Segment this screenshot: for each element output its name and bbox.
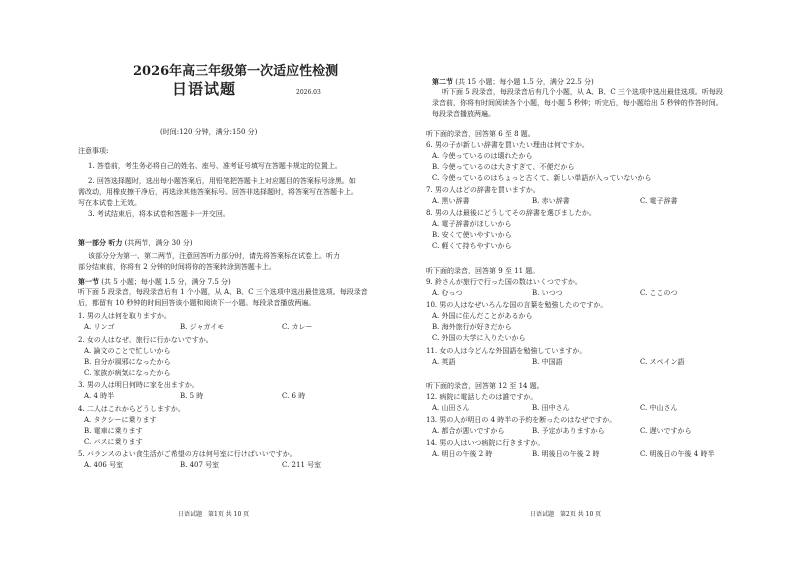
q3-option-a: A. 4 時半 <box>84 392 115 400</box>
q9-option-a: A. むっつ <box>432 289 463 297</box>
q10-option-b: B. 海外旅行が好きだから <box>432 323 512 331</box>
section2-intro: 听下面 5 段录音，每段录音后有几个小题，从 A、B、C 三个选项中选出最佳选项。听每段 <box>442 88 723 96</box>
group-heading: 听下面的录音，回答第 6 至 8 题。 <box>426 130 535 138</box>
q7-option-b: B. 赤い辞書 <box>532 197 570 205</box>
time-score: (时间:120 分钟，满分:150 分) <box>160 128 258 136</box>
page-footer: 日语试题 第2页 共 10 页 <box>530 511 602 518</box>
section2-intro: 录音前，你将有时间阅读各个小题，每小题 5 秒钟；听完后，每小题给出 5 秒钟的作答时间。 <box>432 99 723 107</box>
question-14: 14. 男の人はいつ病院に行きますか。 <box>426 439 545 447</box>
notice-title: 注意事项: <box>78 147 109 155</box>
section1-intro: 后，都留有 10 秒钟的时间回答该小题和阅读下一小题。每段录音播放两遍。 <box>78 299 316 307</box>
section1-intro: 听下面 5 段录音，每段录音后有 1 个小题，从 A、B、C 三个选项中选出最佳选项。每段录音 <box>78 288 368 296</box>
q9-option-b: B. いつつ <box>532 289 563 297</box>
q4-option-a: A. タクシーに乗ります <box>84 416 157 424</box>
q6-option-c: C. 今使っているのはちょっと古くて、新しい単語が入っていないから <box>432 174 652 182</box>
question-10: 10. 男の人はなぜいろんな国の言葉を勉強したのですか。 <box>426 301 608 309</box>
part1-meta: (共两节，满分 30 分) <box>124 239 193 247</box>
part1-title: 第一部分 听力 <box>78 238 123 247</box>
q12-option-b: B. 田中さん <box>532 404 570 412</box>
question-5: 5. バランスのよい食生活がご希望の方は何号室に行けばいいですか。 <box>78 450 297 458</box>
question-9: 9. 鈴さんが旅行で行った国の数はいくつですか。 <box>426 278 582 286</box>
q11-option-c: C. スペイン語 <box>640 358 685 366</box>
q1-option-c: C. カレー <box>282 323 313 331</box>
exam-subtitle: 日语试题 <box>172 80 237 98</box>
q5-option-b: B. 407 号室 <box>180 461 220 469</box>
question-7: 7. 男の人はどの辞書を買いますか。 <box>426 186 540 194</box>
q2-option-b: B. 自分が風邪になったから <box>84 358 171 366</box>
q8-option-a: A. 電子辞書がほしいから <box>432 220 512 228</box>
group-heading: 听下面的录音，回答第 9 至 11 题。 <box>426 267 540 275</box>
q5-option-c: C. 211 号室 <box>282 461 322 469</box>
section2-intro: 每段录音播放两遍。 <box>432 110 495 118</box>
q6-option-a: A. 今使っているのは壊れたから <box>432 152 533 160</box>
question-3: 3. 男の人は明日何時に家を出ますか。 <box>78 381 199 389</box>
question-1: 1. 男の人は何を取りますか。 <box>78 312 171 320</box>
q4-option-c: C. バスに乗ります <box>84 438 143 446</box>
section1-title: 第一节 <box>78 277 99 286</box>
part1-intro: 该部分分为第一、第二两节，注意回答听力部分时，请先将答案标在试卷上。听力 <box>88 252 340 260</box>
q5-option-a: A. 406 号室 <box>84 461 124 469</box>
question-6: 6. 男の子が新しい辞書を買いたい理由は何ですか。 <box>426 141 589 149</box>
question-12: 12. 病院に電話したのは誰ですか。 <box>426 393 538 401</box>
exam-title: 2026年高三年级第一次适应性检测 <box>133 64 339 79</box>
q8-option-c: C. 軽くて持ちやすいから <box>432 242 512 250</box>
q7-option-a: A. 黒い辞書 <box>432 197 470 205</box>
q1-option-b: B. ジャガイモ <box>180 323 225 331</box>
section1-heading <box>78 277 231 287</box>
page-footer: 日语试题 第1页 共 10 页 <box>178 511 250 518</box>
section1-meta: (共 5 小题；每小题 1.5 分，满分 7.5 分) <box>101 278 231 286</box>
q8-option-b: B. 安くて使いやすいから <box>432 231 512 239</box>
q2-option-a: A. 論文のことで忙しいから <box>84 347 171 355</box>
q3-option-b: B. 5 時 <box>180 392 204 400</box>
q13-option-b: B. 予定がありますから <box>532 427 605 435</box>
part1-intro: 部分结束前，你将有 2 分钟的时间将你的答案转涂到答题卡上。 <box>78 263 276 271</box>
q12-option-a: A. 山田さん <box>432 404 470 412</box>
notice-line: 1. 答卷前，考生务必将自己的姓名、座号、准考证号填写在答题卡规定的位置上。 <box>88 162 342 170</box>
q7-option-c: C. 電子辞書 <box>640 197 678 205</box>
exam-date: 2026.03 <box>296 89 321 96</box>
question-11: 11. 女の人は今どんな外国語を勉強していますか。 <box>426 347 587 355</box>
notice-line: 写在本试卷上无效。 <box>78 199 141 207</box>
question-8: 8. 男の人は最後にどうしてその辞書を選びましたか。 <box>426 209 596 217</box>
q11-option-a: A. 英語 <box>432 358 456 366</box>
q13-option-a: A. 都合が悪いですから <box>432 427 505 435</box>
q2-option-c: C. 家族が病気になったから <box>84 369 171 377</box>
q12-option-c: C. 中山さん <box>640 404 678 412</box>
question-4: 4. 二人はこれからどうしますか。 <box>78 405 185 413</box>
q13-option-c: C. 遅いですから <box>640 427 692 435</box>
notice-line: 3. 考试结束后，将本试卷和答题卡一并交回。 <box>88 210 230 218</box>
section2-meta: (共 15 小题；每小题 1.5 分，满分 22.5 分) <box>455 78 594 86</box>
q14-option-a: A. 明日の午後 2 時 <box>432 450 493 458</box>
part1-heading <box>78 238 193 248</box>
q4-option-b: B. 電車に乗ります <box>84 427 143 435</box>
q10-option-c: C. 外国の大学に入りたいから <box>432 334 526 342</box>
section2-heading <box>432 77 594 87</box>
notice-line: 2. 回答选择题时，选出每小题答案后，用铅笔把答题卡上对应题目的答案标号涂黑。如 <box>88 177 356 185</box>
question-13: 13. 男の人が明日の 4 時半の予約を断ったのはなぜですか。 <box>426 416 617 424</box>
q11-option-b: B. 中国語 <box>532 358 563 366</box>
question-2: 2. 女の人はなぜ、旅行に行かないですか。 <box>78 336 213 344</box>
q10-option-a: A. 外国に住んだことがあるから <box>432 312 533 320</box>
q14-option-b: B. 明後日の午後 2 時 <box>532 450 600 458</box>
section2-title: 第二节 <box>432 77 453 86</box>
group-heading: 听下面的录音，回答第 12 至 14 题。 <box>426 382 544 390</box>
notice-line: 需改动，用橡皮擦干净后，再选涂其他答案标号。回答非选择题时，将答案写在答题卡上。 <box>78 188 358 196</box>
q3-option-c: C. 6 時 <box>282 392 306 400</box>
q6-option-b: B. 今使っているのは大きすぎて、不便だから <box>432 163 575 171</box>
q14-option-c: C. 明後日の午後 4 時半 <box>640 450 715 458</box>
q1-option-a: A. リンゴ <box>84 323 115 331</box>
q9-option-c: C. ここのつ <box>640 289 678 297</box>
